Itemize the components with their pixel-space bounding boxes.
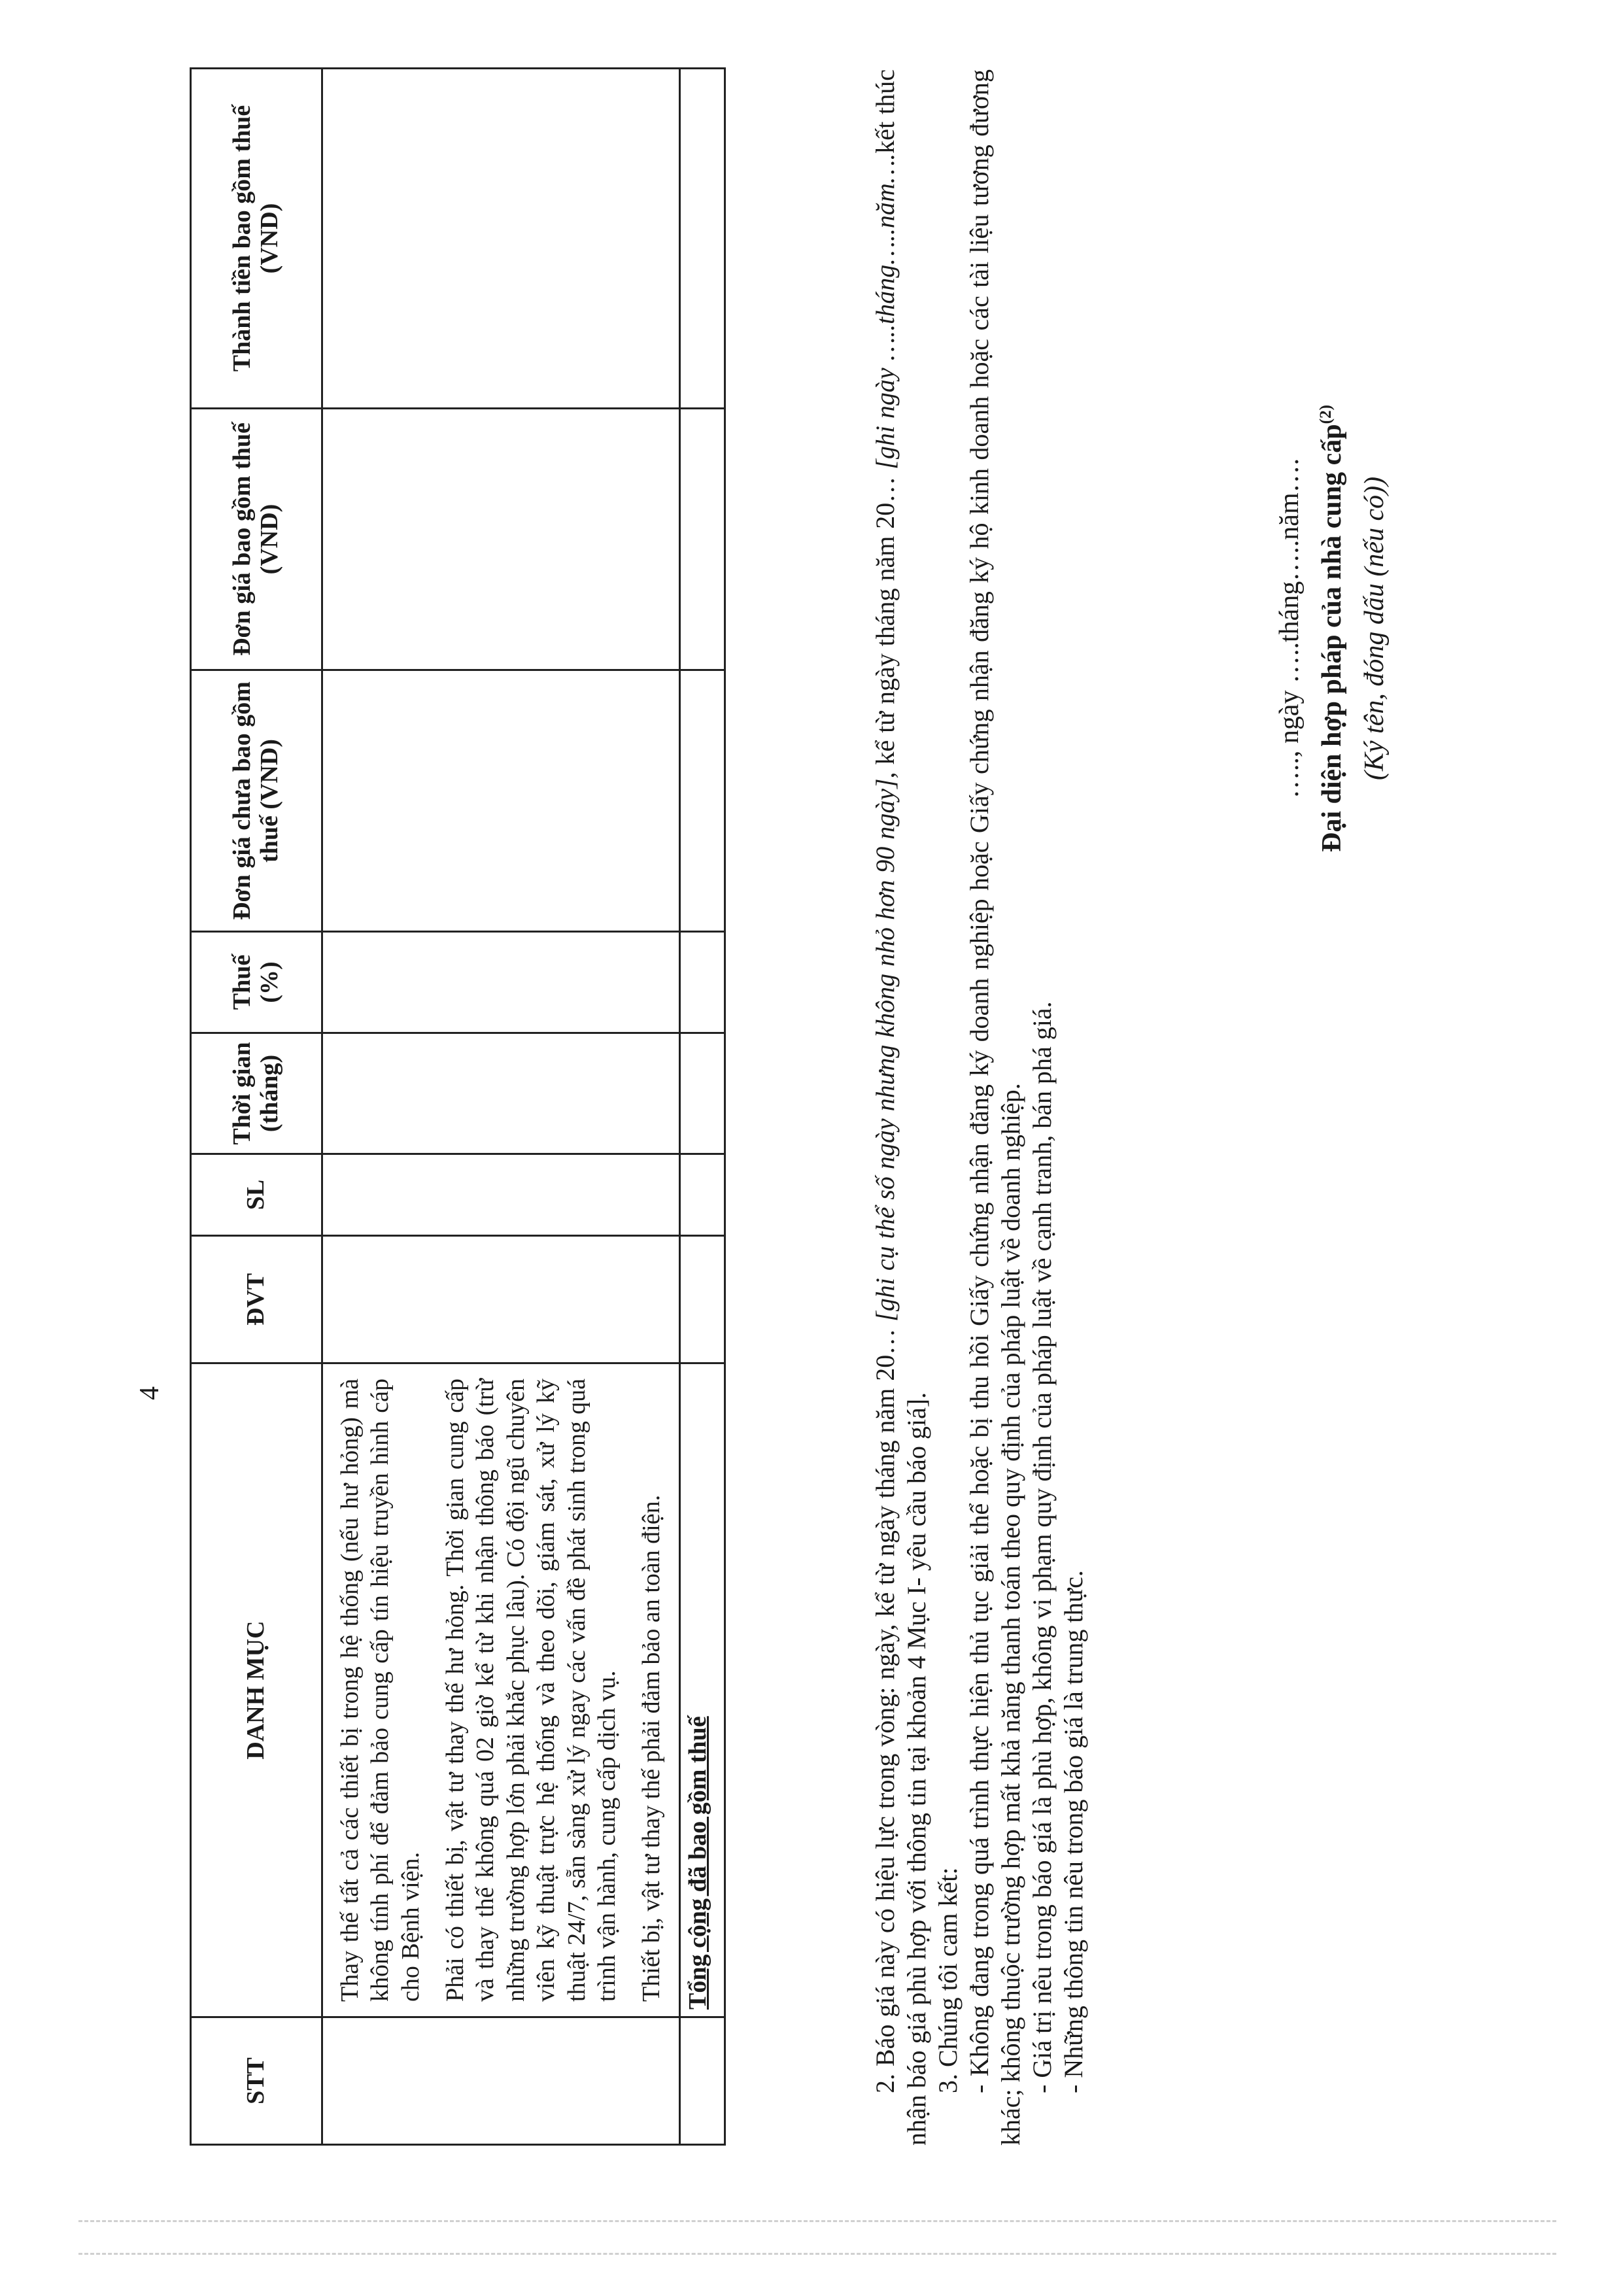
cell-thanh-tien — [322, 69, 680, 409]
header-sl: SL — [191, 1154, 322, 1236]
commitment-3: - Những thông tin nêu trong báo giá là trung thực. — [1059, 1570, 1088, 2093]
page-number: 4 — [135, 1386, 165, 1400]
header-dvt: ĐVT — [191, 1236, 322, 1363]
table-row — [322, 69, 680, 2145]
signature-block — [1269, 138, 1396, 1119]
quote-table — [190, 67, 726, 2146]
total-stt — [679, 2017, 725, 2145]
total-amount — [679, 69, 725, 409]
cell-thoi-gian — [322, 1033, 680, 1154]
header-danh-muc: DANH MỤC — [191, 1363, 322, 2017]
cell-stt — [322, 2017, 680, 2145]
notes-section — [870, 69, 1089, 2146]
cell-dvt — [322, 1236, 680, 1363]
cell-thue — [322, 932, 680, 1033]
cell-don-gia-chua-thue — [322, 670, 680, 932]
cell-don-gia-gom-thue — [322, 409, 680, 670]
scan-artifact — [78, 2220, 1556, 2222]
total-label-text: Tổng cộng đã bao gồm thuế — [683, 1716, 711, 2010]
header-thanh-tien: Thành tiền bao gồm thuế (VND) — [191, 69, 322, 409]
signature-note: (Ký tên, đóng dấu (nếu có)) — [1359, 476, 1390, 781]
commitment-1: - Không đang trong quá trình thực hiện thủ tục giải thể hoặc bị thu hồi Giấy chứng nhận đăng ký doanh nghiệp hoặc Giấy chứng nhận đăng ký hộ kinh doanh hoặc các tài liệu tương đương khác; không thuộc trường hợp mất khả năng thanh toán theo quy định của pháp luật về doanh nghiệp. — [965, 69, 1025, 2146]
header-thue: Thuế (%) — [191, 932, 322, 1033]
total-label — [679, 1363, 725, 2017]
header-don-gia-chua-thue: Đơn giá chưa bao gồm thuế (VND) — [191, 670, 322, 932]
header-thoi-gian: Thời gian (tháng) — [191, 1033, 322, 1154]
cell-description — [322, 1363, 680, 2017]
commitment-heading: 3. Chúng tôi cam kết: — [933, 1867, 963, 2093]
table-header-row — [191, 69, 322, 2145]
signature-title: Đại diện hợp pháp của nhà cung cấp$^{(2)}$ — [1317, 404, 1348, 853]
scan-artifact — [78, 2253, 1556, 2255]
table-total-row — [679, 69, 725, 2145]
description-paragraph-2: Phải có thiết bị, vật tư thay thế hư hỏng. Thời gian cung cấp và thay thế không quá 02 giờ kể từ khi nhận thông báo (trừ những trường hợp lớn phải khắc phục lâu). Có đội ngũ chuyên viên kỹ thuật trực hệ thống và theo dõi, giám sát, xử lý kỹ thuật 24/7, sẵn sàng xử lý ngay các vấn đề phát sinh trong quá trình vận hành, cung cấp dịch vụ. — [441, 1379, 621, 2002]
header-don-gia-gom-thue: Đơn giá bao gồm thuế (VND) — [191, 409, 322, 670]
header-stt: STT — [191, 2017, 322, 2145]
commitment-2: - Giá trị nêu trong báo giá là phù hợp, không vi phạm quy định của pháp luật về cạnh tranh, bán phá giá. — [1027, 1001, 1057, 2093]
signature-date: ….., ngày …..tháng…..năm…. — [1274, 458, 1305, 799]
description-paragraph-3: Thiết bị, vật tư thay thế phải đảm bảo an toàn điện. — [638, 1494, 666, 2002]
description-paragraph-1: Thay thế tất cả các thiết bị trong hệ thống (nếu hư hỏng) mà không tính phí để đảm bảo cung cấp tín hiệu truyền hình cáp cho Bệnh viện. — [336, 1379, 424, 2002]
validity-note: 2. Báo giá này có hiệu lực trong vòng: ngày, kể từ ngày tháng năm 20… [ghi cụ thể số ngày nhưng không nhỏ hơn 90 ngày], kể từ ngày tháng năm 20… [ghi ngày …..tháng…..năm….kết thúc nhận báo giá phù hợp với thông tin tại khoản 4 Mục I- yêu cầu báo giá]. — [870, 69, 931, 2146]
cell-sl — [322, 1154, 680, 1236]
